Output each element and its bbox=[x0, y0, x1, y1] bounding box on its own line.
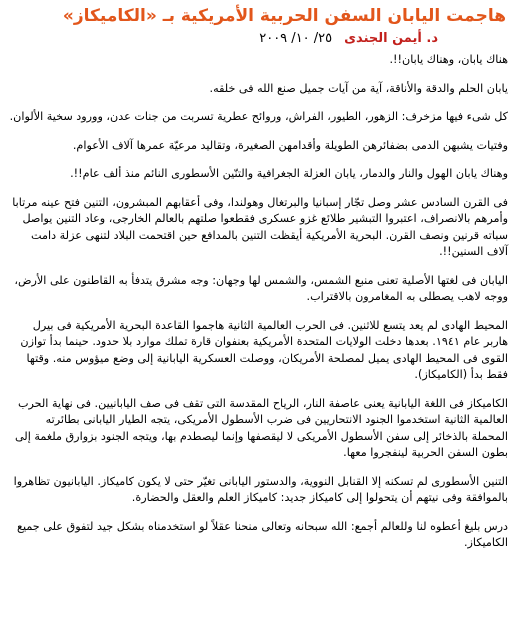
article-paragraph: هناك يابان، وهناك يابان!!. bbox=[389, 53, 508, 66]
article-title: هاجمت اليابان السفن الحربية الأمريكية بـ «الكاميكاز» bbox=[62, 6, 506, 26]
article-paragraph: وفتيات يشبهن الدمى بضفائرهن الطويلة وأقدامهن الصغيرة، وتقاليد مرعيّة عمرها آلاف الأعوام. bbox=[72, 138, 508, 152]
article-paragraph: درس بليغ أعطوه لنا وللعالم أجمع: الله سبحانه وتعالى منحنا عقلاً لو استخدمناه بشكل جيد لتفوق على جميع الكاميكاز. bbox=[17, 519, 508, 549]
article-paragraph: يابان الحلم والدقة والأناقة، آية من آيات جميل صنع الله فى خلقه. bbox=[209, 81, 508, 95]
publish-date: ٢٥/ ١٠/ ٢٠٠٩ bbox=[259, 31, 333, 46]
article-body bbox=[8, 52, 508, 552]
article-byline bbox=[8, 30, 508, 48]
article-paragraph: التنين الأسطورى لم تسكنه إلا القنابل النووية، والدستور اليابانى تغيّر حتى لا يكون كاميكاز. اليابانيون تظاهروا بالموافقة وفى نيتهم أن يتحولوا إلى كاميكاز جديد: كاميكاز العلم والعقل والحضارة. bbox=[13, 474, 508, 504]
article-paragraph: وهناك يابان الهول والنار والدمار، يابان العزلة الجغرافية والتنّين الأسطورى النائم منذ ألف عام!!. bbox=[70, 167, 508, 180]
article-paragraph: المحيط الهادى لم يعد يتسع للاثنين. فى الحرب العالمية الثانية هاجموا القاعدة البحرية الأمريكية فى بيرل هاربر عام ١٩٤١. بعدها دخلت الولايات المتحدة الأمريكية بعنفوان قارة تملك موارد بلا حدود. حينما بدأ توازن القوى فى المحيط الهادى يميل لمصلحة الأمريكان، ووصلت العسكرية اليابانية إلى وضع ميؤوس منه. وقتها فقط بدأ (الكاميكاز). bbox=[20, 318, 508, 381]
article-paragraph: الكاميكاز فى اللغة اليابانية يعنى عاصفة النار، الرياح المقدسة التى تقف فى صف اليابانيين. فى نهاية الحرب العالمية الثانية استخدموا الجنود الانتحاريين فى ضرب الأسطول الأمريكى، يتجه الطيار اليابانى بطائرته المحملة بالذخائر إلى سفن الأسطول الأمريكى لا ليقصفها وإنما ليصطدم بها، ويتجه الجنود بزوارق ملغمة إلى بطون السفن الحربية لينفجروا معها. bbox=[14, 396, 508, 459]
author-name[interactable]: د. أيمن الجندى bbox=[344, 31, 438, 46]
article-paragraph: اليابان فى لغتها الأصلية تعنى منبع الشمس، والشمس لها وجهان: وجه مشرق يتدفأ به القاطنون على الأرض، ووجه لاهب يصطلى به المغامرون بالاقتراب. bbox=[14, 273, 508, 303]
article-paragraph: كل شىء فيها مزخرف: الزهور، الطيور، الفراش، وروائح عطرية تسربت من جنات عدن، وورود سخية الألوان. bbox=[9, 110, 508, 123]
article-paragraph: فى القرن السادس عشر وصل تجّار إسبانيا والبرتغال وهولندا، وفى أعقابهم المبشرون، التنين فتح عينه مرتابا وأمرهم بالانصراف، اعتبروا التبشير طلائع غزو عسكرى فقطعوا صلتهم بالعالم الخارجى، وعاد التنين يواصل سباته قرنين ونصف القرن. البحرية الأمريكية أيقظت التنين بالمدافع حين اقتحمت البلاد لتنهى عزلة دامت آلاف السنين!!. bbox=[12, 195, 508, 258]
